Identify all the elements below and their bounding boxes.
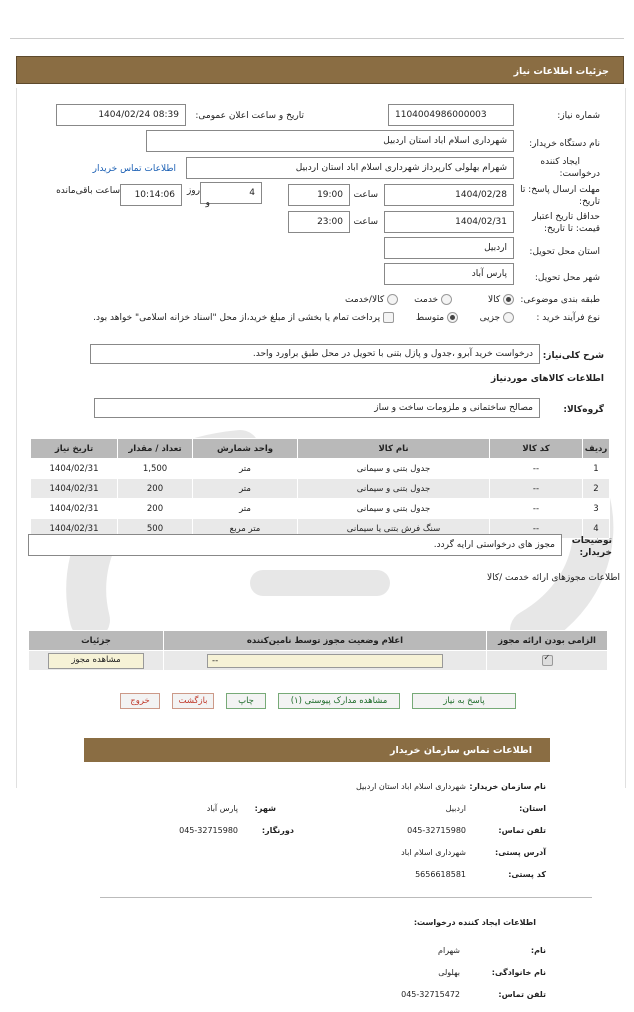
cell-qty: 200 bbox=[118, 479, 193, 499]
contact-address-label: آدرس پستی: bbox=[495, 848, 546, 857]
min-validity-label-2: قیمت: تا تاریخ: bbox=[544, 224, 600, 234]
table-row bbox=[31, 459, 610, 479]
table-row bbox=[29, 651, 608, 671]
exit-button[interactable]: خروج bbox=[120, 693, 160, 709]
cell-code: -- bbox=[490, 459, 583, 479]
contact-address-value: شهرداری اسلام اباد bbox=[401, 848, 466, 857]
cell-unit: متر bbox=[193, 499, 298, 519]
min-validity-time-label: ساعت bbox=[353, 217, 378, 227]
remaining-time-field[interactable]: 10:14:06 bbox=[120, 184, 182, 206]
goods-table bbox=[30, 438, 610, 539]
cell-qty: 500 bbox=[118, 519, 193, 539]
announce-label: تاریخ و ساعت اعلان عمومی: bbox=[195, 111, 304, 121]
col-date: تاریخ نیاز bbox=[31, 439, 118, 459]
contact-phone-value: 045-32715980 bbox=[407, 826, 466, 835]
contact-province-label: استان: bbox=[519, 804, 546, 813]
cell-name: جدول بتنی و سیمانی bbox=[298, 479, 490, 499]
cell-unit: متر bbox=[193, 479, 298, 499]
buyer-contact-link[interactable]: اطلاعات تماس خریدار bbox=[92, 164, 176, 174]
table-row bbox=[31, 499, 610, 519]
col-unit: واحد شمارش bbox=[193, 439, 298, 459]
province-field[interactable]: اردبیل bbox=[384, 237, 514, 259]
radio-icon[interactable] bbox=[441, 294, 452, 305]
requester-name-label: نام: bbox=[530, 946, 546, 955]
need-number-field[interactable]: 1104004986000003 bbox=[388, 104, 514, 126]
checkbox-checked-icon[interactable]: ✓ bbox=[542, 655, 553, 666]
page-header bbox=[16, 56, 624, 84]
requester-title: اطلاعات ایجاد کننده درخواست: bbox=[413, 918, 536, 927]
buyer-notes-field[interactable]: مجوز های درخواستی ارایه گردد. bbox=[28, 534, 562, 556]
attachments-button[interactable]: مشاهده مدارک پیوستی (۱) bbox=[278, 693, 400, 709]
licenses-title: اطلاعات مجوزهای ارائه خدمت /کالا bbox=[486, 573, 620, 583]
cell-qty: 200 bbox=[118, 499, 193, 519]
cell-index: 3 bbox=[583, 499, 610, 519]
col-index: ردیف bbox=[583, 439, 610, 459]
page-title: جزئیات اطلاعات نیاز bbox=[513, 66, 609, 77]
deadline-label-2: تاریخ: bbox=[579, 197, 600, 207]
cell-license-required bbox=[487, 651, 608, 671]
cell-license-status bbox=[164, 651, 487, 671]
cell-qty: 1,500 bbox=[118, 459, 193, 479]
process-label: نوع فرآیند خرید : bbox=[536, 313, 600, 323]
contact-phone-label: تلفن تماس: bbox=[498, 826, 546, 835]
payment-note[interactable]: پرداخت تمام یا بخشی از مبلغ خرید،از محل "اسناد خزانه اسلامی" خواهد بود. bbox=[93, 312, 394, 323]
cell-license-details bbox=[29, 651, 164, 671]
cell-code: -- bbox=[490, 499, 583, 519]
col-license-required: الزامی بودن ارائه مجوز bbox=[487, 631, 608, 651]
contact-org-label: نام سازمان خریدار: bbox=[469, 782, 546, 791]
license-status-field[interactable]: -- bbox=[207, 654, 443, 668]
table-row bbox=[31, 479, 610, 499]
cell-code: -- bbox=[490, 519, 583, 539]
requester-name-value: شهرام bbox=[438, 946, 460, 955]
creator-label-2: درخواست: bbox=[559, 169, 600, 179]
col-license-details: جزئیات bbox=[29, 631, 164, 651]
radio-icon[interactable] bbox=[503, 312, 514, 323]
contact-header bbox=[84, 738, 550, 762]
remaining-label: ساعت باقی‌مانده bbox=[56, 186, 120, 196]
requester-phone-label: تلفن تماس: bbox=[498, 990, 546, 999]
category-label: طبقه بندی موضوعی: bbox=[520, 295, 600, 305]
creator-label-1: ایجاد کننده bbox=[540, 157, 580, 167]
buyer-notes-label-2: خریدار: bbox=[579, 548, 612, 558]
cell-date: 1404/02/31 bbox=[31, 479, 118, 499]
deadline-date-field[interactable]: 1404/02/28 bbox=[384, 184, 514, 206]
process-option-medium[interactable]: متوسط bbox=[416, 312, 458, 323]
process-option-minor[interactable]: جزیی bbox=[480, 312, 514, 323]
city-field[interactable]: پارس آباد bbox=[384, 263, 514, 285]
cell-index: 2 bbox=[583, 479, 610, 499]
deadline-label-1: مهلت ارسال پاسخ: تا bbox=[520, 185, 600, 195]
radio-selected-icon[interactable] bbox=[447, 312, 458, 323]
col-license-status: اعلام وضعیت مجوز توسط نامین‌کننده bbox=[164, 631, 487, 651]
contact-fax-label: دورنگار: bbox=[261, 826, 294, 835]
buyer-org-field[interactable]: شهرداری اسلام اباد استان اردبیل bbox=[146, 130, 514, 152]
creator-field[interactable]: شهرام بهلولی کارپرداز شهرداری اسلام اباد استان اردبیل bbox=[186, 157, 514, 179]
licenses-table bbox=[28, 630, 608, 671]
contact-postal-value: 5656618581 bbox=[415, 870, 466, 879]
requester-family-value: بهلولی bbox=[438, 968, 460, 977]
contact-city-value: پارس آباد bbox=[206, 804, 238, 813]
col-qty: تعداد / مقدار bbox=[118, 439, 193, 459]
contact-province-value: اردبیل bbox=[445, 804, 466, 813]
summary-field[interactable]: درخواست خرید آبرو ،جدول و پازل بتنی با تحویل در محل طبق براورد واحد. bbox=[90, 344, 540, 364]
announce-field[interactable]: 1404/02/24 08:39 bbox=[56, 104, 186, 126]
goods-group-field[interactable]: مصالح ساختمانی و ملزومات ساخت و ساز bbox=[94, 398, 540, 418]
goods-group-label: گروه‌کالا: bbox=[563, 405, 604, 415]
cell-date: 1404/02/31 bbox=[31, 459, 118, 479]
reply-button[interactable]: پاسخ به نیاز bbox=[412, 693, 516, 709]
deadline-time-label: ساعت bbox=[353, 190, 378, 200]
cell-date: 1404/02/31 bbox=[31, 519, 118, 539]
requester-family-label: نام خانوادگی: bbox=[491, 968, 546, 977]
min-validity-label-1: حداقل تاریخ اعتبار bbox=[532, 212, 600, 222]
buyer-org-label: نام دستگاه خریدار: bbox=[529, 139, 600, 149]
radio-icon[interactable] bbox=[387, 294, 398, 305]
print-button[interactable]: چاپ bbox=[226, 693, 266, 709]
city-label: شهر محل تحویل: bbox=[534, 273, 600, 283]
contact-fax-value: 045-32715980 bbox=[179, 826, 238, 835]
min-validity-time-field[interactable]: 23:00 bbox=[288, 211, 350, 233]
cell-name: جدول بتنی و سیمانی bbox=[298, 459, 490, 479]
days-field[interactable]: 4 bbox=[200, 182, 262, 204]
category-option-service[interactable]: خدمت bbox=[414, 294, 452, 305]
col-code: کد کالا bbox=[490, 439, 583, 459]
category-option-both[interactable]: کالا/خدمت bbox=[345, 294, 398, 305]
min-validity-date-field[interactable]: 1404/02/31 bbox=[384, 211, 514, 233]
contact-postal-label: کد پستی: bbox=[508, 870, 546, 879]
contact-divider bbox=[100, 897, 592, 898]
summary-label: شرح کلی‌نیاز: bbox=[542, 351, 604, 361]
deadline-time-field[interactable]: 19:00 bbox=[288, 184, 350, 206]
top-divider bbox=[10, 38, 624, 39]
contact-title: اطلاعات تماس سازمان خریدار bbox=[389, 745, 532, 756]
cell-unit: متر bbox=[193, 459, 298, 479]
province-label: استان محل تحویل: bbox=[529, 247, 600, 257]
days-label: روز bbox=[186, 186, 200, 196]
cell-unit: متر مربع bbox=[193, 519, 298, 539]
col-name: نام کالا bbox=[298, 439, 490, 459]
back-button[interactable]: بازگشت bbox=[172, 693, 214, 709]
cell-date: 1404/02/31 bbox=[31, 499, 118, 519]
checkbox-icon[interactable] bbox=[383, 312, 394, 323]
buyer-notes-label-1: توضیحات bbox=[571, 536, 612, 546]
cell-index: 1 bbox=[583, 459, 610, 479]
view-license-button[interactable]: مشاهده مجوز bbox=[48, 653, 144, 669]
contact-org-value: شهرداری اسلام اباد استان اردبیل bbox=[356, 782, 466, 791]
need-number-label: شماره نیاز: bbox=[557, 111, 600, 121]
goods-section-title: اطلاعات کالاهای موردنیاز bbox=[490, 374, 604, 384]
cell-name: جدول بتنی و سیمانی bbox=[298, 499, 490, 519]
cell-index: 4 bbox=[583, 519, 610, 539]
and-label: و bbox=[205, 198, 210, 208]
contact-city-label: شهر: bbox=[254, 804, 276, 813]
requester-phone-value: 045-32715472 bbox=[401, 990, 460, 999]
category-option-goods[interactable]: کالا bbox=[488, 294, 514, 305]
radio-selected-icon[interactable] bbox=[503, 294, 514, 305]
cell-name: سنگ فرش بتنی یا سیمانی bbox=[298, 519, 490, 539]
cell-code: -- bbox=[490, 479, 583, 499]
